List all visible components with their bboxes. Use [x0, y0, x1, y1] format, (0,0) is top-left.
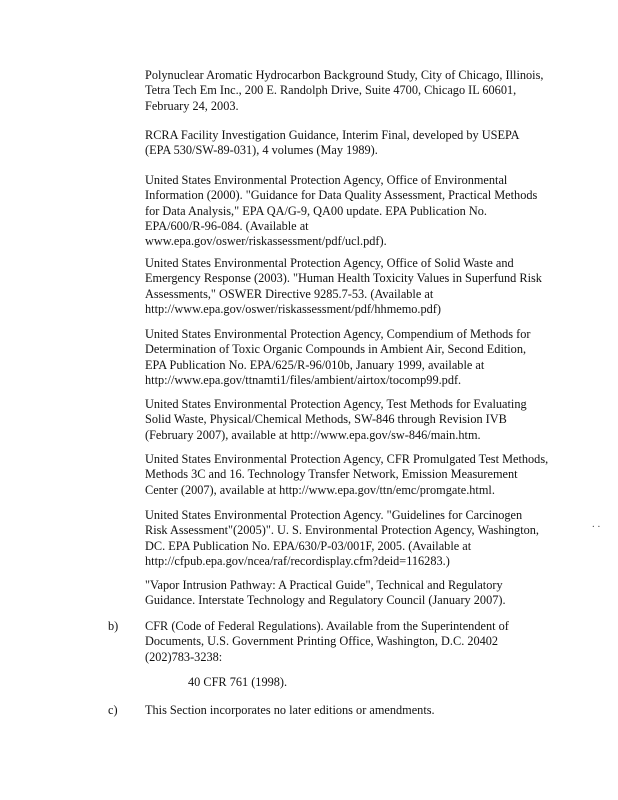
item-b-line: (202)783-3238: [145, 649, 223, 664]
reference-line: DC. EPA Publication No. EPA/630/P-03/001F, 2005. (Available at [145, 538, 472, 553]
reference-line: www.epa.gov/oswer/riskassessment/pdf/ucl.pdf). [145, 234, 387, 249]
reference-vapor-intrusion-guide [145, 578, 565, 609]
reference-compendium-toxic-organics [145, 327, 565, 388]
reference-pah-background-study [145, 68, 565, 114]
reference-line: United States Environmental Protection Agency, CFR Promulgated Test Methods, [145, 452, 549, 466]
reference-line: United States Environmental Protection Agency, Test Methods for Evaluating [145, 397, 527, 411]
reference-human-health-toxicity [145, 256, 565, 317]
reference-line: Risk Assessment"(2005)". U. S. Environmental Protection Agency, Washington, [145, 523, 539, 538]
reference-line: (February 2007), available at http://www.epa.gov/sw-846/main.htm. [145, 427, 481, 442]
reference-line: Emergency Response (2003). "Human Health Toxicity Values in Superfund Risk [145, 271, 542, 286]
margin-mark: . . [592, 518, 601, 530]
reference-line: United States Environmental Protection Agency, Office of Environmental [145, 173, 508, 187]
reference-line: "Vapor Intrusion Pathway: A Practical Guide", Technical and Regulatory [145, 578, 503, 592]
reference-line: United States Environmental Protection Agency. "Guidelines for Carcinogen [145, 508, 523, 522]
reference-line: Guidance. Interstate Technology and Regulatory Council (January 2007). [145, 593, 506, 608]
reference-line: United States Environmental Protection Agency, Compendium of Methods for [145, 327, 531, 341]
reference-line: United States Environmental Protection Agency, Office of Solid Waste and [145, 256, 514, 270]
item-c-marker: c) [108, 703, 118, 717]
reference-line: RCRA Facility Investigation Guidance, Interim Final, developed by USEPA [145, 128, 520, 142]
reference-carcinogen-guidelines [145, 508, 565, 569]
reference-line: Tetra Tech Em Inc., 200 E. Randolph Drive, Suite 4700, Chicago IL 60601, [145, 83, 517, 98]
reference-line: EPA Publication No. EPA/625/R-96/010b, January 1999, available at [145, 357, 485, 372]
reference-line: Information (2000). "Guidance for Data Quality Assessment, Practical Methods [145, 188, 538, 203]
reference-line: Determination of Toxic Organic Compounds in Ambient Air, Second Edition, [145, 342, 527, 357]
reference-line: February 24, 2003. [145, 98, 239, 113]
reference-line: EPA/600/R-96-084. (Available at [145, 218, 309, 233]
item-b-sub-citation: 40 CFR 761 (1998). [188, 675, 288, 689]
reference-rcra-guidance [145, 128, 565, 159]
reference-line: Center (2007), available at http://www.epa.gov/ttn/emc/promgate.html. [145, 482, 495, 497]
reference-line: Assessments," OSWER Directive 9285.7-53. (Available at [145, 286, 434, 301]
item-b-text [145, 619, 575, 665]
reference-line: http://www.epa.gov/ttnamti1/files/ambient/airtox/tocomp99.pdf. [145, 372, 462, 387]
reference-data-quality-assessment [145, 173, 565, 249]
reference-cfr-test-methods [145, 452, 565, 498]
reference-line: http://www.epa.gov/oswer/riskassessment/pdf/hhmemo.pdf) [145, 301, 441, 316]
reference-sw-846 [145, 397, 565, 443]
reference-line: Methods 3C and 16. Technology Transfer Network, Emission Measurement [145, 467, 518, 482]
item-b-marker: b) [108, 619, 119, 633]
reference-line: (EPA 530/SW-89-031), 4 volumes (May 1989). [145, 143, 378, 158]
reference-line: for Data Analysis," EPA QA/G-9, QA00 update. EPA Publication No. [145, 203, 487, 218]
reference-line: Polynuclear Aromatic Hydrocarbon Background Study, City of Chicago, Illinois, [145, 68, 544, 82]
reference-line: Solid Waste, Physical/Chemical Methods, SW-846 through Revision IVB [145, 412, 507, 427]
item-b-line: Documents, U.S. Government Printing Office, Washington, D.C. 20402 [145, 634, 499, 649]
item-b-line: CFR (Code of Federal Regulations). Available from the Superintendent of [145, 619, 509, 633]
item-c-text: This Section incorporates no later editions or amendments. [145, 703, 435, 717]
reference-line: http://cfpub.epa.gov/ncea/raf/recordisplay.cfm?deid=116283.) [145, 553, 450, 568]
